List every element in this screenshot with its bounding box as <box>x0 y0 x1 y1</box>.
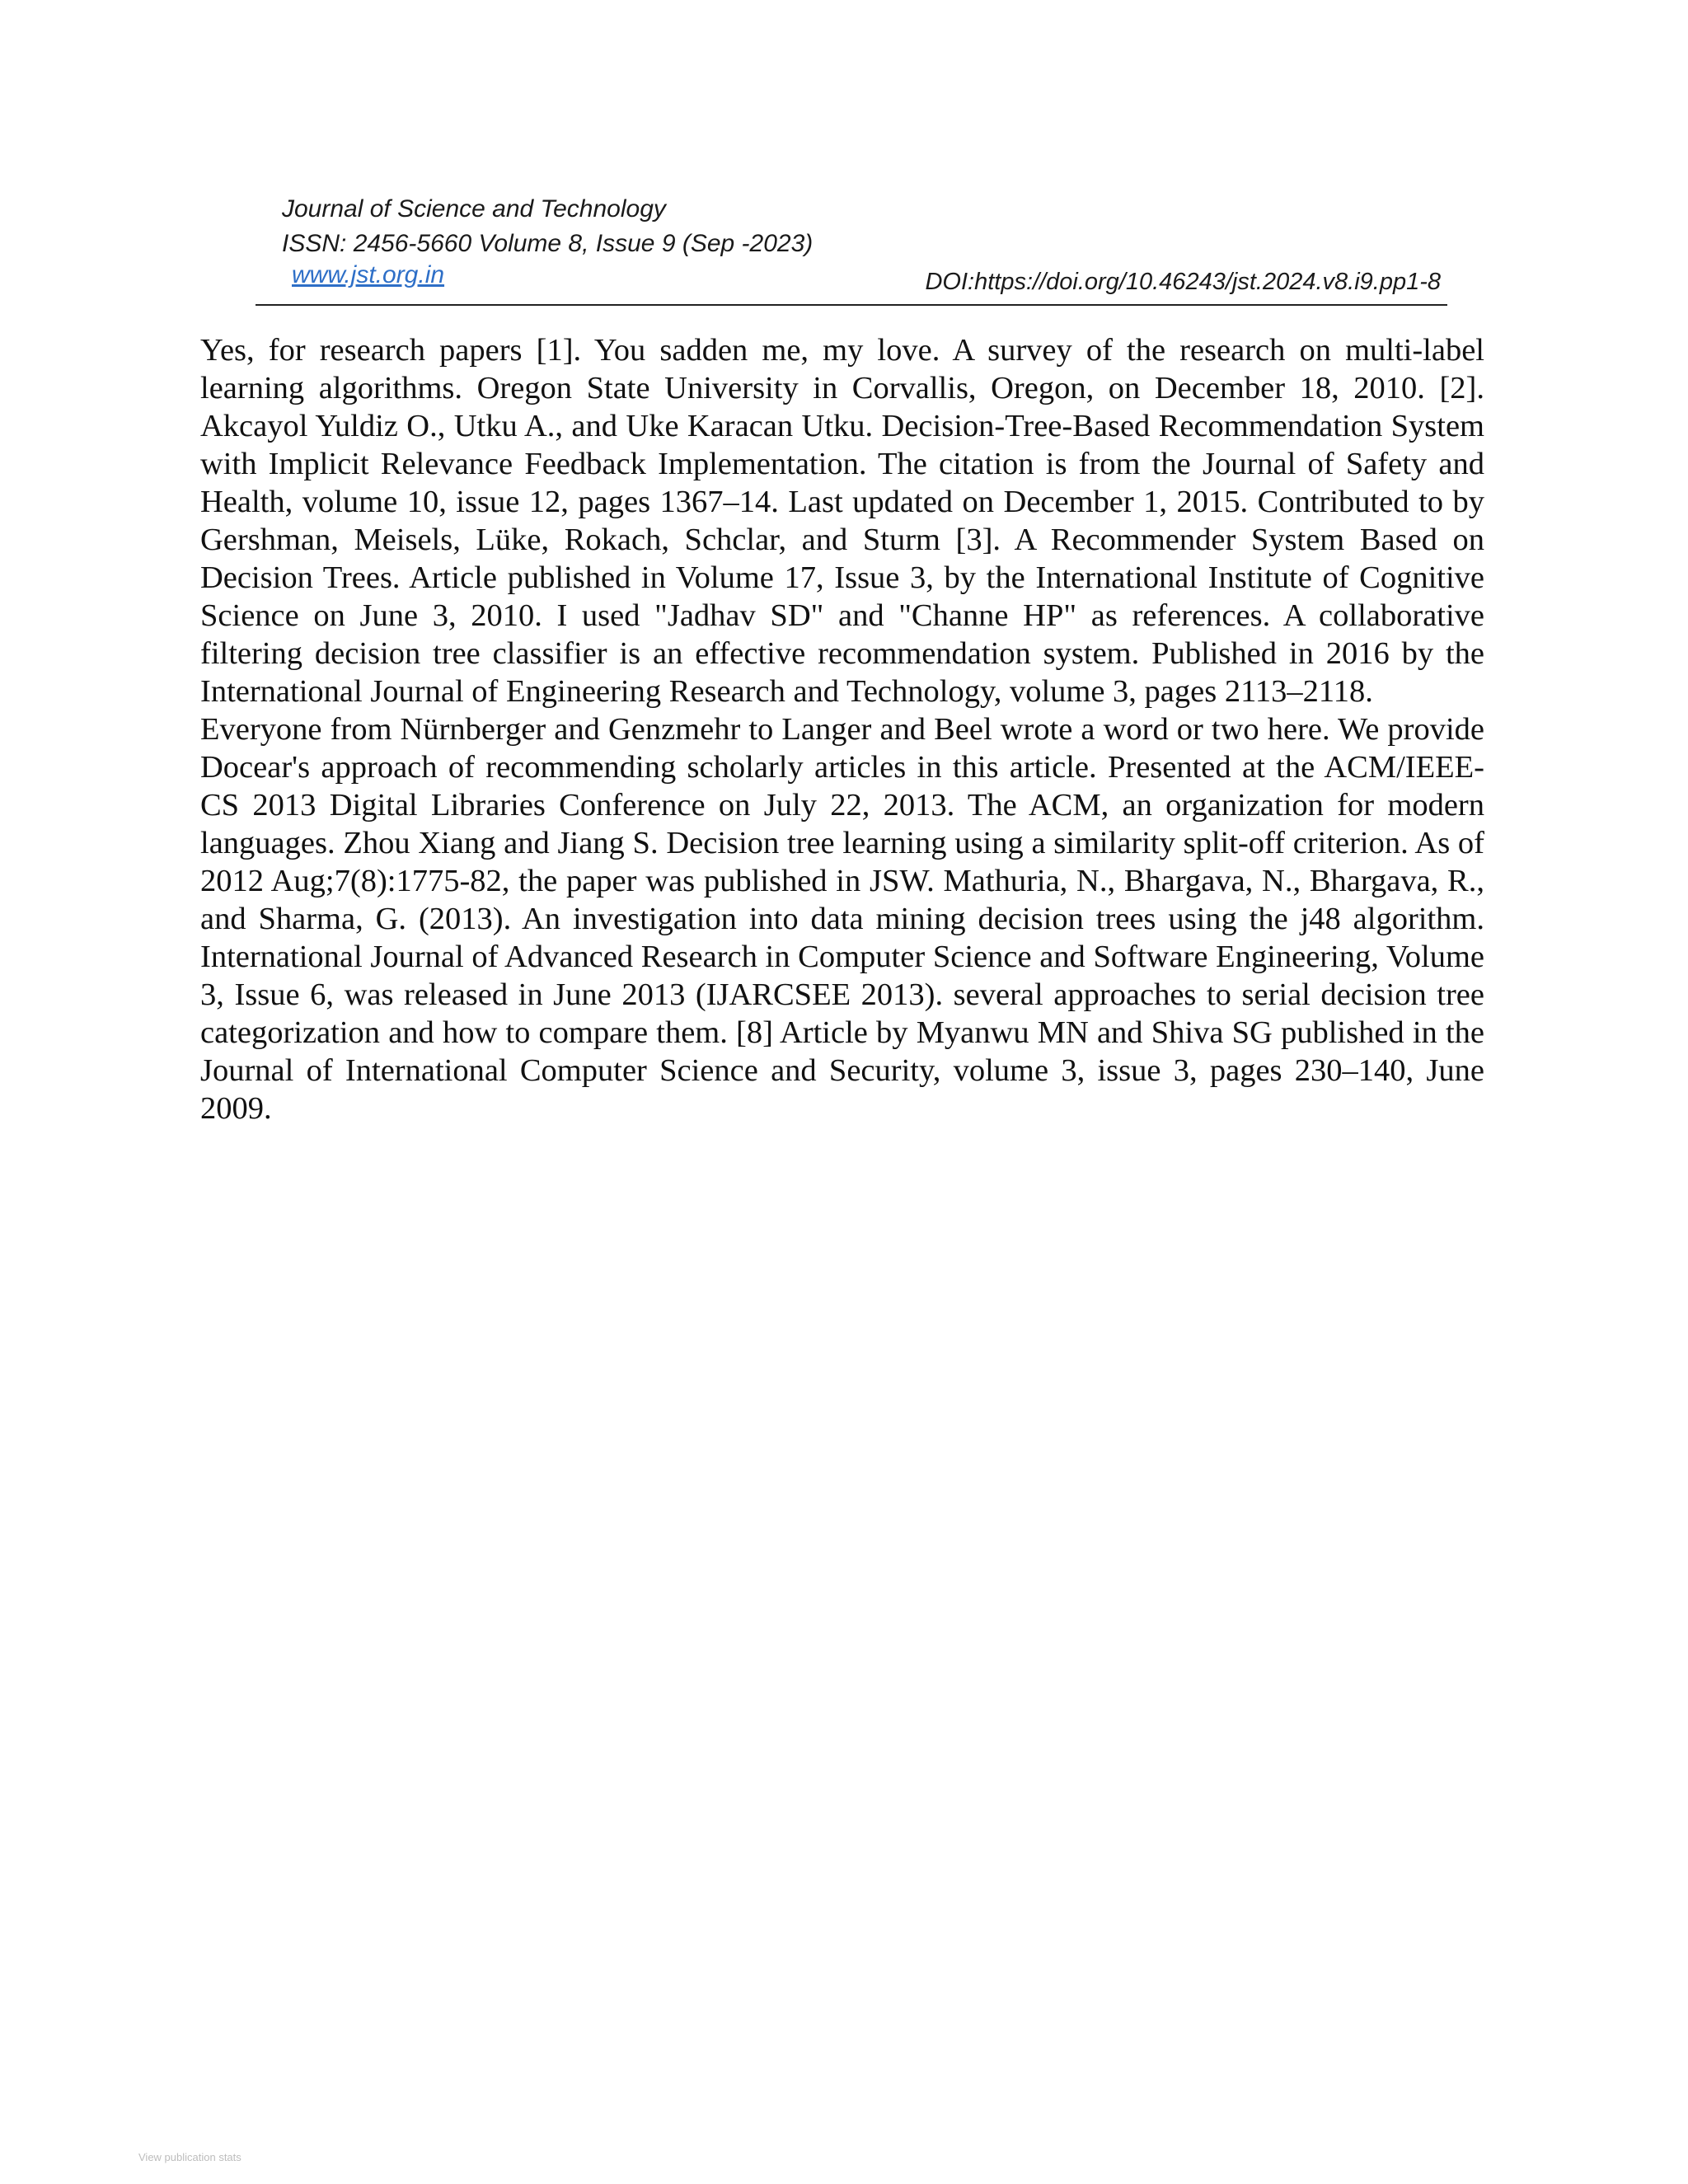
header-divider <box>256 304 1447 306</box>
issn-volume-line: ISSN: 2456-5660 Volume 8, Issue 9 (Sep -2023) <box>282 230 814 257</box>
journal-website-link[interactable]: www.jst.org.in <box>292 261 445 288</box>
body-paragraph: Yes, for research papers [1]. You sadden me, my love. A survey of the research on multi-label learning algorithms. Oregon State University in Corvallis, Oregon, on December 18, 2010. [2]. Akcayol Yuldiz O., Utku A., and Uke Karacan Utku. Decision-Tree-Based Recommendation System with Implicit Relevance Feedback Implementation. The citation is from the Journal of Safety and Health, volume 10, issue 12, pages 1367–14. Last updated on December 1, 2015. Contributed to by Gershman, Meisels, Lüke, Rokach, Schclar, and Sturm [3]. A Recommender System Based on Decision Trees. Article published in Volume 17, Issue 3, by the International Institute of Cognitive Science on June 3, 2010. I used "Jadhav SD" and "Channe HP" as references. A collaborative filtering decision tree classifier is an effective recommendation system. Published in 2016 by the International Journal of Engineering Research and Technology, volume 3, pages 2113–2118. <box>200 333 1484 709</box>
body-paragraph: Everyone from Nürnberger and Genzmehr to Langer and Beel wrote a word or two here. We provide Docear's approach of recommending scholarly articles in this article. Presented at the ACM/IEEE-CS 2013 Digital Libraries Conference on July 22, 2013. The ACM, an organization for modern languages. Zhou Xiang and Jiang S. Decision tree learning using a similarity split-off criterion. As of 2012 Aug;7(8):1775-82, the paper was published in JSW. Mathuria, N., Bhargava, N., Bhargava, R., and Sharma, G. (2013). An investigation into data mining decision trees using the j48 algorithm. International Journal of Advanced Research in Computer Science and Software Engineering, Volume 3, Issue 6, was released in June 2013 (IJARCSEE 2013). several approaches to serial decision tree categorization and how to compare them. [8] Article by Myanwu MN and Shiva SG published in the Journal of International Computer Science and Security, volume 3, issue 3, pages 230–140, June 2009. <box>200 712 1484 1126</box>
publication-stats-stamp: View publication stats <box>138 2151 241 2163</box>
running-header <box>256 188 1442 308</box>
journal-name: Journal of Science and Technology <box>282 195 666 223</box>
main-body-text <box>200 331 1484 1127</box>
doi-label: DOI:https://doi.org/10.46243/jst.2024.v8.i9.pp1-8 <box>925 269 1441 295</box>
